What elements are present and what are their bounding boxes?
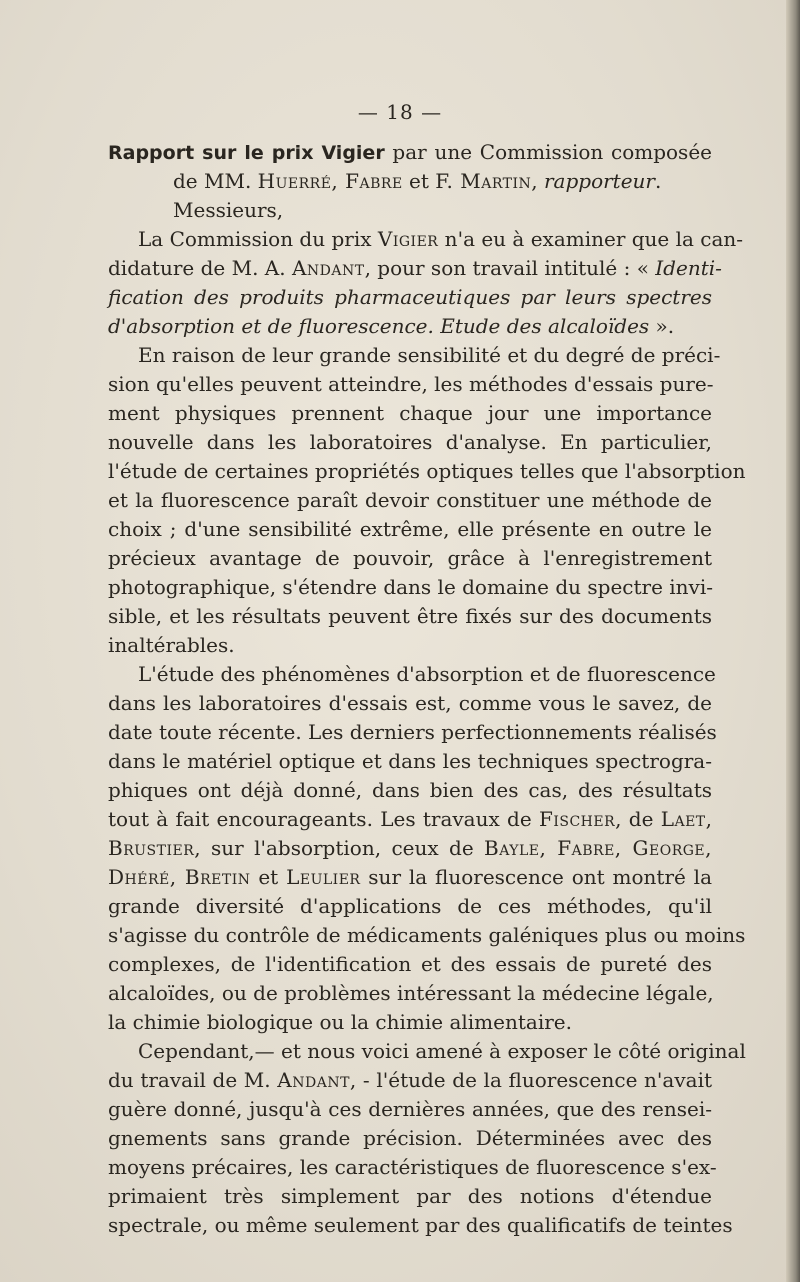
p3-line: tout à fait encourageants. Les travaux de Fischer, de Laet,	[108, 807, 712, 831]
p3-line: complexes, de l'identification et des essais de pureté des	[108, 952, 712, 976]
p2-line: choix ; d'une sensibilité extrême, elle présente en outre le	[108, 517, 712, 541]
p4-line: moyens précaires, les caractéristiques de fluorescence s'ex-	[108, 1155, 717, 1179]
p2-line: précieux avantage de pouvoir, grâce à l'enregistrement	[108, 546, 712, 570]
p2-line: En raison de leur grande sensibilité et du degré de préci-	[138, 343, 721, 367]
p3-line: dans les laboratoires d'essais est, comme vous le savez, de	[108, 691, 712, 715]
p3-line: Brustier, sur l'absorption, ceux de Bayle, Fabre, George,	[108, 836, 712, 860]
p2-line: ment physiques prennent chaque jour une importance	[108, 401, 712, 425]
p4-line: spectrale, ou même seulement par des qualificatifs de teintes	[108, 1213, 733, 1237]
p2-line: nouvelle dans les laboratoires d'analyse. En particulier,	[108, 430, 712, 454]
p4-line: primaient très simplement par des notions d'étendue	[108, 1184, 712, 1208]
p4-line: gnements sans grande précision. Déterminées avec des	[108, 1126, 712, 1150]
page-number: — 18 —	[357, 100, 443, 124]
p2-line: et la fluorescence paraît devoir constituer une méthode de	[108, 488, 712, 512]
p4-line: du travail de M. Andant, - l'étude de la fluorescence n'avait	[108, 1068, 713, 1092]
p3-line: dans le matériel optique et dans les techniques spectrogra-	[108, 749, 712, 773]
p3-line: la chimie biologique ou la chimie alimentaire.	[108, 1010, 572, 1034]
body-text	[108, 138, 746, 1240]
p2-line: photographique, s'étendre dans le domaine du spectre invi-	[108, 575, 713, 599]
p4-line: guère donné, jusqu'à ces dernières années, que des rensei-	[108, 1097, 712, 1121]
p1-line: d'absorption et de fluorescence. Etude des alcaloïdes ».	[108, 314, 675, 338]
page-edge-shadow	[786, 0, 800, 1282]
p3-line: date toute récente. Les derniers perfectionnements réalisés	[108, 720, 717, 744]
p1-line: didature de M. A. Andant, pour son travail intitulé : « Identi-	[108, 256, 722, 280]
p2-line: sible, et les résultats peuvent être fixés sur des documents	[108, 604, 712, 628]
heading-title: Rapport sur le prix Vigier	[108, 142, 385, 164]
p3-line: grande diversité d'applications de ces méthodes, qu'il	[108, 894, 712, 918]
heading-line-1: Rapport sur le prix Vigier par une Commission composée	[108, 140, 712, 164]
p3-line: phiques ont déjà donné, dans bien des cas, des résultats	[108, 778, 712, 802]
p2-line: inaltérables.	[108, 633, 235, 657]
p2-line: sion qu'elles peuvent atteindre, les méthodes d'essais pure-	[108, 372, 714, 396]
p2-line: l'étude de certaines propriétés optiques telles que l'absorption	[108, 459, 746, 483]
salutation: Messieurs,	[173, 198, 284, 222]
p4-line: Cependant,— et nous voici amené à exposer le côté original	[138, 1039, 746, 1063]
p1-line: La Commission du prix Vigier n'a eu à examiner que la can-	[138, 227, 744, 251]
p1-line: fication des produits pharmaceutiques par leurs spectres	[108, 285, 712, 309]
p3-line: Dhéré, Bretin et Leulier sur la fluorescence ont montré la	[108, 865, 712, 889]
p3-line: s'agisse du contrôle de médicaments galéniques plus ou moins	[108, 923, 746, 947]
heading-line-2: de MM. Huerré, Fabre et F. Martin, rapporteur.	[173, 169, 662, 193]
p3-line: alcaloïdes, ou de problèmes intéressant la médecine légale,	[108, 981, 714, 1005]
p3-line: L'étude des phénomènes d'absorption et de fluorescence	[138, 662, 716, 686]
